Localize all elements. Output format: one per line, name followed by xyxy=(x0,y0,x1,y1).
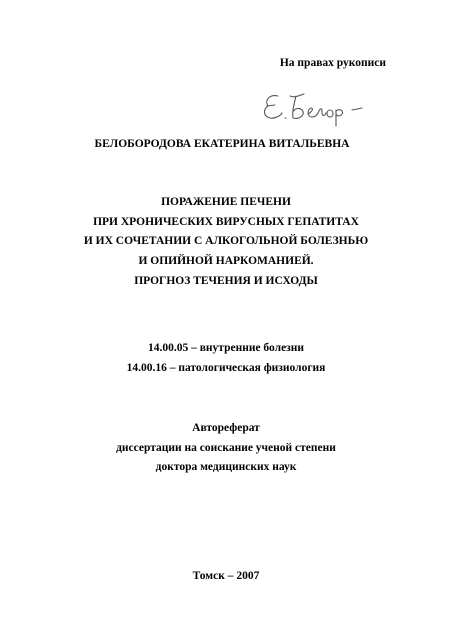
title-line: ПРОГНОЗ ТЕЧЕНИЯ И ИСХОДЫ xyxy=(134,275,318,287)
title-line: И ИХ СОЧЕТАНИИ С АЛКОГОЛЬНОЙ БОЛЕЗНЬЮ xyxy=(83,235,369,247)
city-year: Томск – 2007 xyxy=(192,570,260,582)
author-name: БЕЛОБОРОДОВА ЕКАТЕРИНА ВИТАЛЬЕВНА xyxy=(94,138,350,150)
abstract-label: Автореферат xyxy=(192,422,260,434)
abstract-line: диссертации на соискание ученой степени xyxy=(116,442,336,454)
title-line: ПОРАЖЕНИЕ ПЕЧЕНИ xyxy=(161,196,291,208)
handwritten-signature xyxy=(256,80,386,130)
specialty-line: 14.00.16 – патологическая физиология xyxy=(126,362,326,374)
title-line: И ОПИЙНОЙ НАРКОМАНИЕЙ. xyxy=(138,255,314,267)
manuscript-rights-label: На правах рукописи xyxy=(279,57,386,69)
abstract-line: доктора медицинских наук xyxy=(155,461,297,473)
specialty-line: 14.00.05 – внутренние болезни xyxy=(147,342,305,354)
title-line: ПРИ ХРОНИЧЕСКИХ ВИРУСНЫХ ГЕПАТИТАХ xyxy=(93,216,359,228)
